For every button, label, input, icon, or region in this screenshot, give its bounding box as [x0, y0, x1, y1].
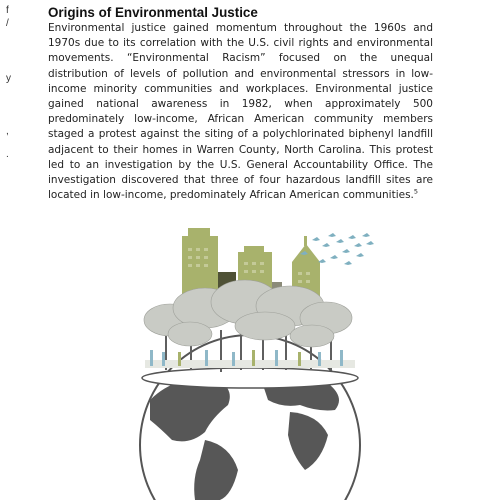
building-mid: [238, 252, 272, 312]
building-dark: [218, 272, 236, 312]
section-body: [48, 21, 433, 203]
body-text: Environmental justice gained momentum throughout the 1960s and 1970s due to its correlation with the U.S. civil rights and environmental movements. “Environmental Racism” focused on the unequal distribution of levels of pollution and environmental stressors in low-income minority communities and workplaces. Environmental justice gained national awareness in 1982, when approximately 500 predominately low-income, African American community members staged a protest against the siting of a polychlorinated biphenyl landfill adjacent to their homes in Warren County, North Carolina. This protest led to an investigation by the U.S. General Accountability Office. The investigation discovered that three of four hazardous landfill sites are located in low-income, predominately African American communities.: [48, 22, 433, 202]
article-section: [48, 4, 433, 203]
section-heading: Origins of Environmental Justice: [48, 5, 258, 20]
margin-fragment: .: [6, 149, 9, 160]
margin-fragment: f: [6, 5, 9, 16]
skyline: [182, 228, 320, 326]
left-margin-fragments: [0, 0, 22, 160]
globe: [140, 335, 360, 500]
building-tall-left: [182, 236, 218, 314]
margin-fragment: y: [6, 73, 11, 84]
building-right: [292, 262, 320, 320]
margin-fragment: ,: [6, 126, 9, 137]
margin-fragment: /: [6, 18, 9, 29]
bird-flock: [300, 233, 374, 265]
tree-canopy: [144, 280, 352, 372]
footnote-reference: 5: [413, 187, 419, 196]
people-row: [145, 350, 355, 368]
